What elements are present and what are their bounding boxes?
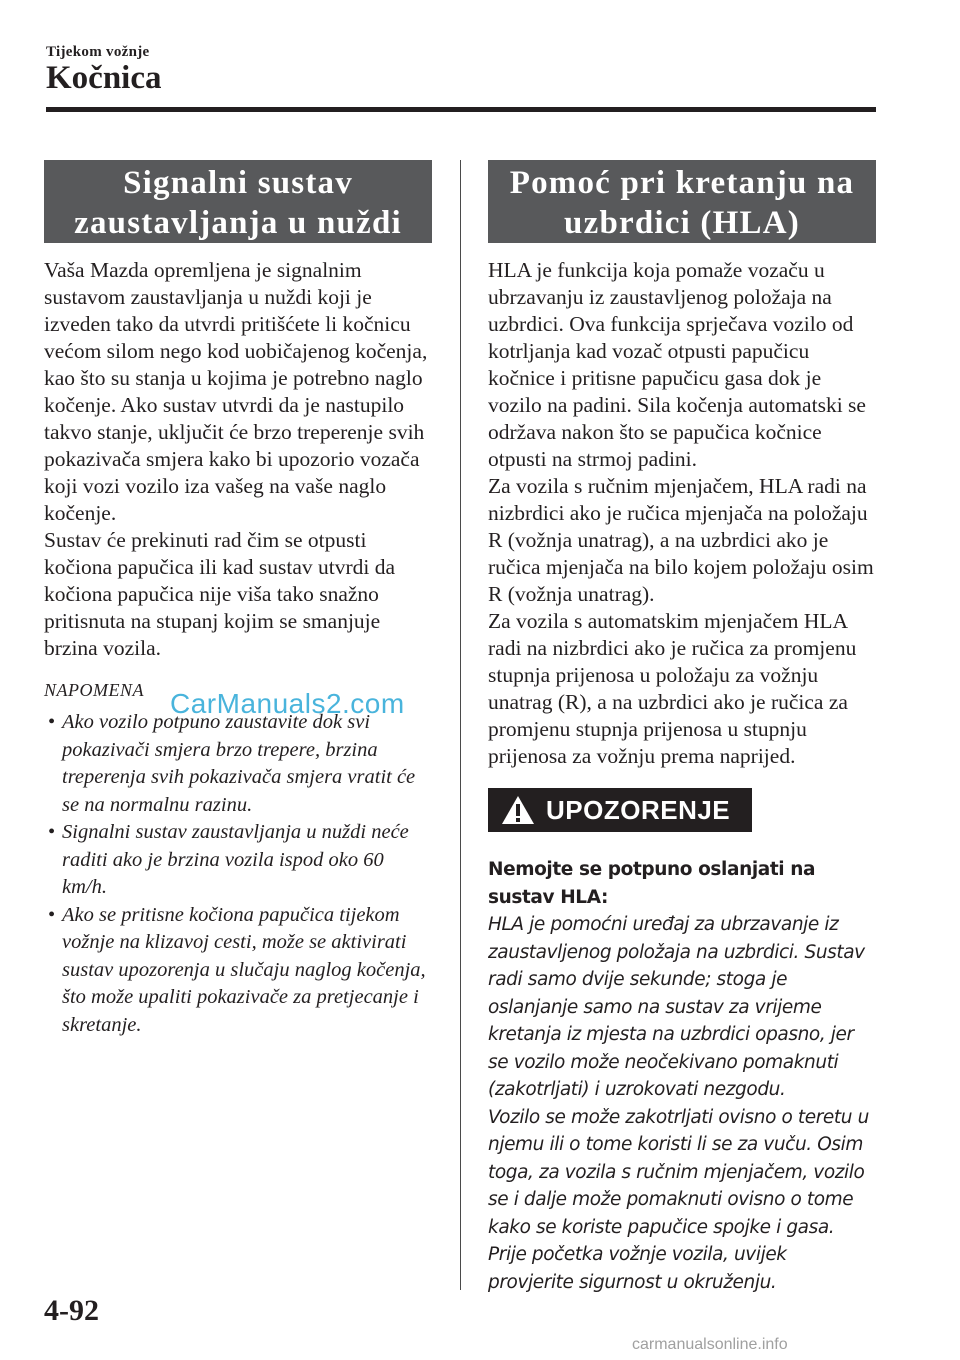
header-rule	[46, 107, 876, 112]
left-column	[44, 160, 432, 1039]
paragraph: Za vozila s ručnim mjenjačem, HLA radi na nizbrdici ako je ručica mjenjača na položaju R (vožnja unatrag), a na uzbrdici ako je ručica mjenjača na bilo kojem položaju osim R (vožnja unatrag).	[488, 474, 874, 606]
bullet-icon: •	[48, 821, 56, 843]
warning-paragraph: Vozilo se može zakotrljati ovisno o teretu u njemu ili o tome koristi li se za vuču. Osim toga, za vozila s ručnim mjenjačem, vozilo se i dalje može pomaknuti ovisno o tome kako se koriste papučice spojke i gasa.	[488, 1106, 869, 1238]
paragraph: Vaša Mazda opremljena je signalnim sustavom zaustavljanja u nuždi koji je izveden tako da utvrdi pritišćete li kočnicu većom silom nego kod uobičajenog kočenja, kao što su stanja u kojima je potrebno naglo kočenje. Ako sustav utvrdi da je nastupilo takvo stanje, uključit će brzo treperenje svih pokazivača smjera kako bi upozorio vozača koji vozi vozilo iza vašeg na vaše naglo kočenje.	[44, 258, 428, 525]
warning-text	[488, 856, 876, 1296]
body-text	[44, 257, 432, 662]
warning-banner	[488, 788, 752, 832]
paragraph: HLA je funkcija koja pomaže vozaču u ubrzavanju iz zaustavljenog položaja na uzbrdici. Ova funkcija sprječava vozilo od kotrljanja kad vozač otpusti papučicu kočnice i pritisne papučicu gasa dok je vozilo na padini. Sila kočenja automatski se održava nakon što se papučica kočnice otpusti na strmoj padini.	[488, 258, 866, 471]
note-title: NAPOMENA	[44, 680, 144, 700]
paragraph: Sustav će prekinuti rad čim se otpusti kočiona papučica ili kad sustav utvrdi da kočiona papučica nije viša tako snažno pritisnuta na stupanj kojim se smanjuje brzina vozila.	[44, 528, 396, 660]
warning-paragraph: Prije početka vožnje vozila, uvijek provjerite sigurnost u okruženju.	[488, 1244, 787, 1293]
heading-line: zaustavljanja u nuždi	[74, 205, 402, 241]
note-item: • Ako vozilo potpuno zaustavite dok svi pokazivači smjera brzo trepere, brzina treperenja svih pokazivača smjera vratit će se na normalnu razinu.	[48, 711, 416, 816]
note-item: • Signalni sustav zaustavljanja u nuždi neće raditi ako je brzina vozila ispod oko 60 km/h.	[48, 821, 409, 898]
footer-site: carmanualsonline.info	[632, 1336, 788, 1353]
heading-line: Signalni sustav	[123, 165, 353, 201]
section-heading-emergency-signal	[44, 160, 432, 243]
heading-line: Pomoć pri kretanju na	[509, 165, 855, 201]
running-header: Tijekom vožnje	[46, 44, 150, 60]
bullet-icon: •	[48, 903, 56, 926]
body-text	[488, 257, 876, 770]
page-number: 4-92	[44, 1294, 99, 1327]
note-item: • Ako se pritisne kočiona papučica tijekom vožnje na klizavoj cesti, može se aktivirati sustav upozorenja u slučaju naglog kočenja, što može upaliti pokazivače za pretjecanje i skretanje.	[48, 903, 426, 1036]
right-column	[488, 160, 876, 1296]
paragraph: Za vozila s automatskim mjenjačem HLA radi na nizbrdici ako je ručica za promjenu stupnja prijenosa u položaju za vožnju unatrag (R), a na uzbrdici ako je ručica za promjenu stupnja prijenosa u stupnju prijenosa za vožnju prema naprijed.	[488, 609, 857, 768]
bullet-icon: •	[48, 711, 56, 733]
chapter-title: Kočnica	[46, 60, 162, 96]
watermark: CarManuals2.com	[170, 688, 405, 719]
section-heading-hla	[488, 160, 876, 243]
warning-label: UPOZORENJE	[546, 794, 731, 825]
note-list	[44, 709, 432, 1039]
warning-paragraph: HLA je pomoćni uređaj za ubrzavanje iz zaustavljenog položaja na uzbrdici. Sustav radi samo dvije sekunde; stoga je oslanjanje samo na sustav za vrijeme kretanja iz mjesta na uzbrdici opasno, jer se vozilo može neočekivano pomaknuti (zakotrljati) i uzrokovati nezgodu.	[488, 914, 865, 1100]
warning-title: Nemojte se potpuno oslanjati na sustav HLA:	[488, 859, 816, 908]
warning-triangle-icon	[500, 794, 536, 826]
column-divider	[460, 160, 461, 1290]
heading-line: uzbrdici (HLA)	[564, 205, 800, 241]
